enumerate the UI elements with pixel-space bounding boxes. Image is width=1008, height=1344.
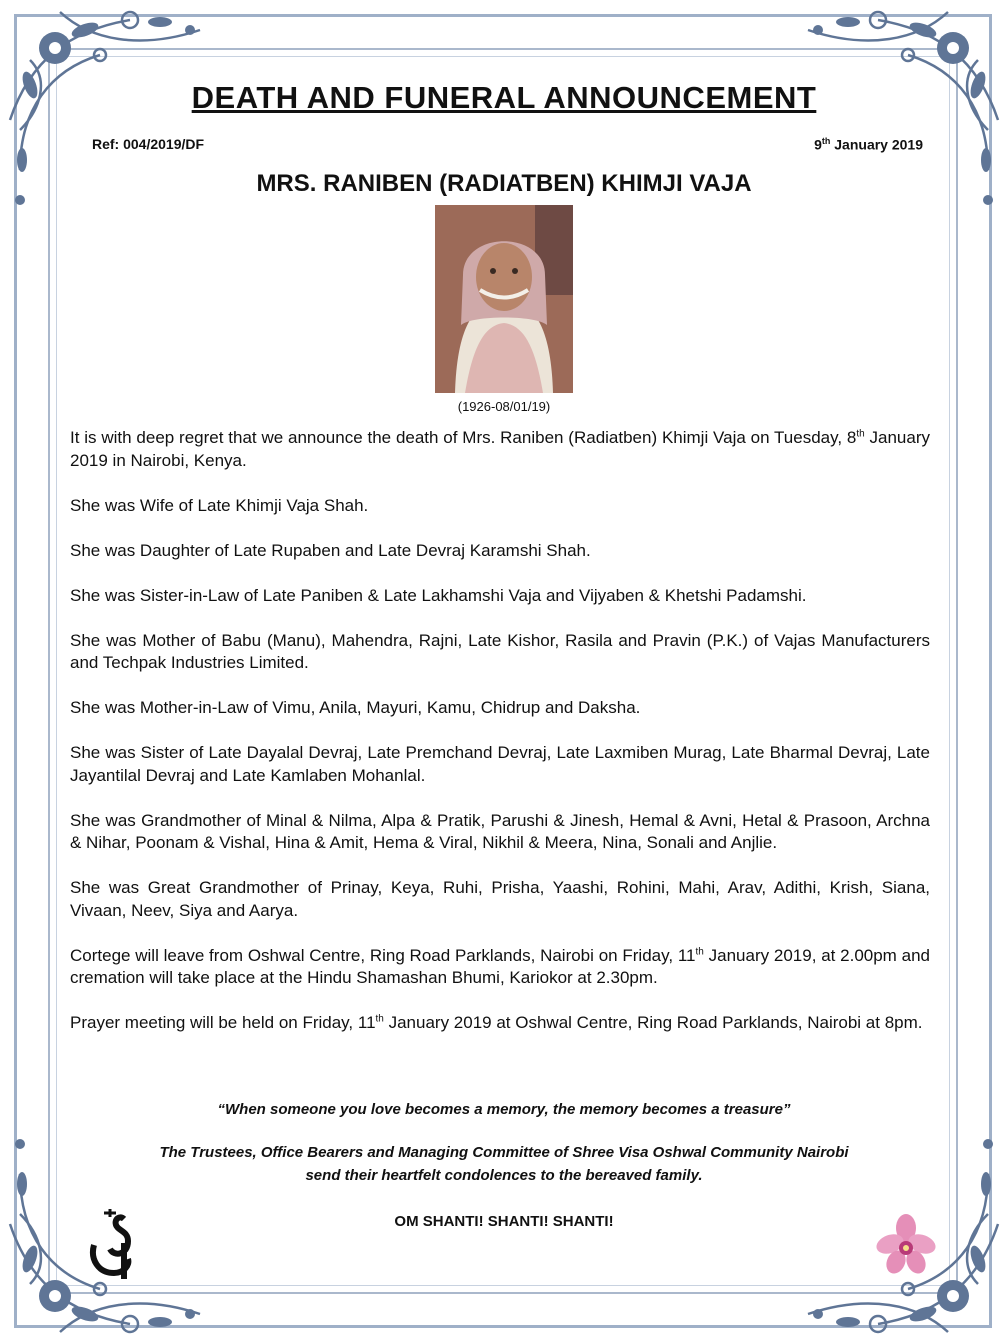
announcement-body (70, 427, 930, 1057)
reference-number: Ref: 004/2019/DF (92, 136, 205, 152)
jain-symbol-icon (84, 1205, 136, 1283)
paragraph-death: It is with deep regret that we announce the death of Mrs. Raniben (Radiatben) Khimji Vaja on Tuesday, 8th January 2019 in Nairobi, Kenya. (70, 428, 931, 470)
announcement-date: 9th January 2019 (814, 136, 923, 153)
paragraph-prayer-meeting: Prayer meeting will be held on Friday, 11th January 2019 at Oshwal Centre, Ring Road Parklands, Nairobi at 8pm. (70, 1013, 923, 1032)
orchid-flower-icon (876, 1214, 936, 1278)
deceased-name: MRS. RANIBEN (RADIATBEN) KHIMJI VAJA (256, 170, 752, 197)
condolence-message: The Trustees, Office Bearers and Managing Committee of Shree Visa Oshwal Community Nairobi send their heartfelt condolences to the bereaved family. (159, 1144, 849, 1184)
paragraph-wife: She was Wife of Late Khimji Vaja Shah. (70, 495, 369, 515)
paragraph-sister-in-law: She was Sister-in-Law of Late Paniben & Late Lakhamshi Vaja and Vijyaben & Khetshi Padamshi. (70, 585, 807, 605)
paragraph-great-grandmother: She was Great Grandmother of Prinay, Keya, Ruhi, Prisha, Yaashi, Rohini, Mahi, Arav, Adithi, Krish, Siana, Vivaan, Neev, Siya and Aarya. (70, 878, 930, 920)
memorial-quote: “When someone you love becomes a memory, the memory becomes a treasure” (217, 1101, 791, 1118)
life-years: (1926-08/01/19) (457, 399, 551, 414)
portrait-photo (435, 205, 573, 393)
paragraph-mother: She was Mother of Babu (Manu), Mahendra, Rajni, Late Kishor, Rasila and Pravin (P.K.) of Vajas Manufacturers and Techpak Industries Limited. (70, 630, 930, 672)
paragraph-daughter: She was Daughter of Late Rupaben and Late Devraj Karamshi Shah. (70, 540, 591, 560)
paragraph-sister: She was Sister of Late Dayalal Devraj, Late Premchand Devraj, Late Laxmiben Murag, Late Bharmal Devraj, Late Jayantilal Devraj and Late Kamlaben Mohanlal. (70, 743, 930, 785)
paragraph-mother-in-law: She was Mother-in-Law of Vimu, Anila, Mayuri, Kamu, Chidrup and Daksha. (70, 698, 641, 717)
paragraph-grandmother: She was Grandmother of Minal & Nilma, Alpa & Pratik, Parushi & Jinesh, Hemal & Avni, Hetal & Prasoon, Archna & Nihar, Poonam & Vishal, Hina & Amit, Hema & Viral, Nikhil & Meera, Nina, Sonali and Anjlie. (70, 810, 930, 852)
om-shanti: OM SHANTI! SHANTI! SHANTI! (394, 1213, 614, 1230)
announcement-title: DEATH AND FUNERAL ANNOUNCEMENT (191, 80, 817, 115)
paragraph-cortege: Cortege will leave from Oshwal Centre, Ring Road Parklands, Nairobi on Friday, 11th January 2019, at 2.00pm and cremation will take place at the Hindu Shamashan Bhumi, Kariokor at 2.30pm. (70, 945, 930, 987)
